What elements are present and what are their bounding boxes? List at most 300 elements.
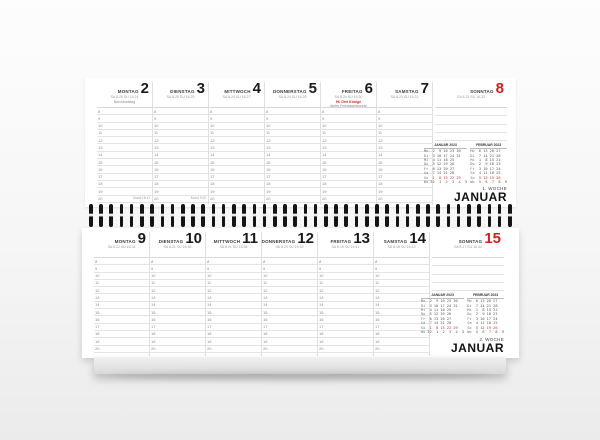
mini-calendar-dates: 1 8 15 22 29 — [430, 175, 461, 180]
mini-calendar-dates: 5 12 19 26 — [476, 175, 501, 180]
time-slot-13 — [318, 294, 373, 301]
sunrise-sunset-text: SA 8.20 SU 16.39 — [275, 245, 304, 249]
time-slot-8 — [209, 108, 264, 115]
time-slot-label: 17 — [95, 324, 100, 330]
mini-month-calendars — [423, 143, 507, 184]
time-slot-19 — [377, 188, 432, 195]
holiday-note: Berchtoldstag — [113, 99, 136, 104]
spiral-loop — [375, 204, 379, 227]
time-slot-10 — [97, 123, 152, 130]
spiral-loop — [242, 204, 246, 227]
mini-calendar-dates: 3 10 17 24 31 — [427, 303, 458, 308]
time-slot-label: 11 — [210, 130, 215, 136]
time-slot-label: 13 — [95, 294, 100, 300]
time-slot-label: 10 — [266, 123, 271, 129]
time-slot-label: 17 — [378, 174, 383, 180]
time-slot-11 — [321, 130, 376, 137]
time-slot-label: 9 — [375, 265, 378, 271]
calendar-page-week1 — [85, 78, 516, 207]
time-slot-20 — [94, 346, 149, 353]
time-slot-18 — [153, 181, 208, 188]
time-slot-label: 19 — [378, 188, 383, 194]
time-slot-label: 14 — [322, 152, 327, 158]
time-slot-8 — [262, 258, 317, 265]
stand-shadow — [110, 372, 490, 380]
spiral-loop — [396, 204, 400, 227]
time-slot-12 — [262, 287, 317, 294]
time-slot-label: 13 — [319, 294, 324, 300]
time-slot-label: 11 — [378, 130, 383, 136]
spiral-loop — [181, 204, 185, 227]
time-slot-19 — [262, 338, 317, 345]
spiral-loop — [171, 204, 175, 227]
spiral-loop — [283, 204, 287, 227]
time-slot-label: 16 — [154, 166, 159, 172]
sunrise-sunset-text: SA 8.23 SU 16.31 — [390, 95, 419, 99]
spiral-loop — [477, 204, 481, 227]
time-slot-label: 9 — [266, 115, 269, 121]
time-slot-label: 14 — [210, 152, 215, 158]
time-slot-12 — [265, 137, 320, 144]
mini-calendar-day-label: Sa — [423, 171, 429, 176]
time-slot-11 — [209, 130, 264, 137]
time-slot-label: 19 — [98, 188, 103, 194]
time-slot-label: 11 — [154, 130, 159, 136]
mini-calendar-dates: 4 11 18 25 — [476, 171, 501, 176]
time-slot-18 — [318, 331, 373, 338]
time-slot-label: 20 — [266, 196, 271, 202]
time-slot-label: 17 — [375, 324, 380, 330]
time-slot-13 — [150, 294, 205, 301]
time-slot-label: 17 — [210, 174, 215, 180]
spiral-loop — [508, 204, 512, 227]
time-slot-label: 20 — [319, 346, 324, 352]
spiral-loop — [130, 204, 134, 227]
time-slot-label: 17 — [207, 324, 212, 330]
sunrise-sunset-text: SA 8.24 SU 16.28 — [278, 95, 307, 99]
moon-note: Mond 18.41 — [133, 196, 150, 201]
time-slot-18 — [321, 181, 376, 188]
time-slot-19 — [150, 338, 205, 345]
time-slot-19 — [318, 338, 373, 345]
time-slot-label: 16 — [375, 316, 380, 322]
time-slot-label: 15 — [375, 309, 380, 315]
time-slot-14 — [97, 152, 152, 159]
time-slot-14 — [262, 302, 317, 309]
time-slot-label: 17 — [322, 174, 327, 180]
sunrise-sunset-text: SA 8.19 SU 16.41 — [331, 245, 360, 249]
calendar-page-week2 — [82, 228, 519, 358]
time-slot-label: 10 — [207, 273, 212, 279]
time-slot-8 — [377, 108, 432, 115]
month-name-label: JANUAR — [453, 190, 507, 204]
time-slot-11 — [318, 280, 373, 287]
day-header-montag — [97, 82, 152, 107]
hour-grid — [321, 107, 376, 205]
time-slot-12 — [97, 137, 152, 144]
time-slot-label: 15 — [154, 159, 159, 165]
time-slot-12 — [150, 287, 205, 294]
mini-calendar-title: FEBRUAR 2023 — [470, 143, 507, 148]
mini-calendar-dates: 7 14 21 28 — [473, 303, 498, 308]
mini-calendar-dates: 2 9 16 23 30 — [427, 299, 458, 304]
time-slot-8 — [318, 258, 373, 265]
sunday-note-rules — [432, 257, 504, 291]
time-slot-label: 20 — [95, 346, 100, 352]
spiral-loop — [488, 204, 492, 227]
day-name-label: SAMSTAG — [383, 239, 408, 244]
time-slot-label: 13 — [210, 144, 215, 150]
time-slot-label: 12 — [375, 287, 380, 293]
time-slot-label: 18 — [98, 181, 103, 187]
time-slot-label: 16 — [378, 166, 383, 172]
day-header-mittwoch — [206, 232, 261, 257]
note-rule-line — [435, 133, 507, 141]
time-slot-label: 12 — [378, 137, 383, 143]
day-title — [97, 82, 152, 95]
spiral-loop — [273, 204, 277, 227]
time-slot-label: 18 — [378, 181, 383, 187]
mini-calendar-februar — [467, 293, 504, 334]
day-number: 12 — [297, 230, 314, 247]
time-slot-label: 12 — [154, 137, 159, 143]
day-header-samstag — [374, 232, 429, 257]
hour-grid — [318, 257, 373, 356]
day-title — [209, 82, 264, 95]
time-slot-label: 18 — [154, 181, 159, 187]
day-name-label: DONNERSTAG — [261, 239, 296, 244]
time-slot-8 — [206, 258, 261, 265]
spiral-loop — [232, 204, 236, 227]
time-slot-17 — [97, 174, 152, 181]
time-slot-label: 19 — [322, 188, 327, 194]
day-header-dienstag — [153, 82, 208, 107]
time-slot-label: 15 — [266, 159, 271, 165]
time-slot-12 — [209, 137, 264, 144]
time-slot-9 — [377, 115, 432, 122]
mini-calendar-dates: 3 10 17 24 — [473, 316, 498, 321]
time-slot-19 — [374, 338, 429, 345]
time-slot-8 — [153, 108, 208, 115]
sunrise-sunset-text: SA 8.25 SU 16.25 — [166, 95, 195, 99]
time-slot-16 — [94, 316, 149, 323]
time-slot-label: 8 — [207, 258, 210, 264]
spiral-loop — [355, 204, 359, 227]
time-slot-14 — [265, 152, 320, 159]
day-header-dienstag — [150, 232, 205, 257]
time-slot-label: 11 — [151, 280, 156, 286]
mini-calendar-day-label: Mi — [467, 307, 472, 312]
time-slot-label: 10 — [375, 273, 380, 279]
time-slot-10 — [377, 123, 432, 130]
mini-calendar-dates: 4 11 18 25 — [427, 307, 452, 312]
mini-calendar-dates: 7 14 21 28 — [427, 321, 452, 326]
spiral-loop — [436, 204, 440, 227]
day-name-label: FREITAG — [341, 89, 363, 94]
sunrise-sunset-text: SA 8.25 SU 16.24 — [110, 95, 139, 99]
spiral-loop — [99, 204, 103, 227]
note-rule-line — [432, 258, 504, 266]
spiral-loop — [161, 204, 165, 227]
time-slot-label: 18 — [319, 331, 324, 337]
day-title — [432, 232, 504, 245]
sunday-and-overview-column — [420, 230, 506, 356]
time-slot-label: 10 — [263, 273, 268, 279]
time-slot-label: 11 — [375, 280, 380, 286]
mini-calendar-dates: 52 1 2 3 4 5 — [430, 179, 468, 184]
time-slot-16 — [321, 166, 376, 173]
mini-calendar-dates: 4 11 18 25 — [430, 157, 455, 162]
mini-calendar-day-label: Mo — [420, 299, 426, 304]
time-slot-11 — [97, 130, 152, 137]
time-slot-label: 10 — [322, 123, 327, 129]
mini-calendar-dates: 5 12 19 26 — [473, 325, 498, 330]
time-slot-19 — [97, 188, 152, 195]
time-slot-16 — [97, 166, 152, 173]
time-slot-label: 19 — [210, 188, 215, 194]
time-slot-15 — [153, 159, 208, 166]
time-slot-20 — [374, 346, 429, 353]
mini-calendar-januar — [424, 143, 467, 184]
time-slot-9 — [150, 265, 205, 272]
time-slot-17 — [153, 174, 208, 181]
day-name-label: MITTWOCH — [224, 89, 251, 94]
time-slot-10 — [153, 123, 208, 130]
time-slot-label: 10 — [210, 123, 215, 129]
day-column-montag — [97, 82, 153, 205]
time-slot-label: 11 — [207, 280, 212, 286]
day-number: 14 — [409, 230, 426, 247]
time-slot-label: 14 — [95, 302, 100, 308]
time-slot-15 — [206, 309, 261, 316]
mini-calendar-title: FEBRUAR 2023 — [467, 293, 504, 298]
day-header-montag — [94, 232, 149, 257]
time-slot-15 — [318, 309, 373, 316]
time-slot-label: 19 — [375, 338, 380, 344]
time-slot-label: 16 — [151, 316, 156, 322]
day-number: 4 — [252, 80, 261, 97]
time-slot-label: 12 — [263, 287, 268, 293]
day-number: 9 — [137, 230, 146, 247]
day-name-label: SAMSTAG — [395, 89, 419, 94]
time-slot-label: 16 — [98, 166, 103, 172]
spiral-loop — [89, 204, 93, 227]
time-slot-9 — [265, 115, 320, 122]
mini-calendar-day-label: Wo — [423, 179, 429, 184]
time-slot-16 — [318, 316, 373, 323]
day-name-label: DIENSTAG — [158, 239, 184, 244]
time-slot-label: 9 — [322, 115, 325, 121]
time-slot-13 — [94, 294, 149, 301]
sunrise-sunset-text: SA 8.18 SU 16.43 — [387, 245, 416, 249]
day-name-label: MITTWOCH — [213, 239, 241, 244]
day-name-label: SONNTAG — [458, 239, 483, 244]
day-column-montag — [94, 232, 150, 356]
week-number-label: 2. WOCHE — [479, 337, 504, 342]
time-slot-label: 19 — [151, 338, 156, 344]
time-slot-12 — [153, 137, 208, 144]
sunrise-sunset-text: SA 8.21 SU 16.38 — [219, 245, 248, 249]
holiday-note: Hl. Drei Könige — [335, 99, 362, 104]
day-header-sonntag — [432, 232, 504, 257]
time-slot-10 — [374, 273, 429, 280]
mini-calendar-day-label: Do — [467, 312, 472, 317]
time-slot-13 — [97, 144, 152, 151]
time-slot-17 — [318, 324, 373, 331]
time-slot-label: 15 — [98, 159, 103, 165]
day-number: 11 — [242, 230, 258, 247]
time-slot-20 — [377, 196, 432, 203]
time-slot-18 — [265, 181, 320, 188]
time-slot-label: 15 — [210, 159, 215, 165]
time-slot-label: 8 — [95, 258, 98, 264]
time-slot-17 — [209, 174, 264, 181]
time-slot-label: 12 — [95, 287, 100, 293]
day-column-donnerstag — [265, 82, 321, 205]
spiral-loop — [212, 204, 216, 227]
spiral-loop — [416, 204, 420, 227]
time-slot-9 — [374, 265, 429, 272]
time-slot-label: 19 — [95, 338, 100, 344]
spiral-loop — [120, 204, 124, 227]
time-slot-19 — [321, 188, 376, 195]
time-slot-label: 8 — [319, 258, 322, 264]
hour-grid — [97, 107, 152, 205]
day-title — [206, 232, 261, 245]
time-slot-label: 13 — [263, 294, 268, 300]
mini-calendar-day-label: Di — [470, 153, 475, 158]
time-slot-label: 12 — [98, 137, 103, 143]
time-slot-14 — [318, 302, 373, 309]
time-slot-11 — [374, 280, 429, 287]
spiral-loop — [109, 204, 113, 227]
day-column-freitag — [321, 82, 377, 205]
time-slot-20 — [262, 346, 317, 353]
time-slot-10 — [321, 123, 376, 130]
time-slot-label: 19 — [207, 338, 212, 344]
time-slot-17 — [206, 324, 261, 331]
mini-calendar-dates: 52 1 2 3 4 5 — [427, 329, 465, 334]
time-slot-label: 13 — [322, 144, 327, 150]
time-slot-11 — [265, 130, 320, 137]
day-column-dienstag — [153, 82, 209, 205]
note-rule-line — [435, 125, 507, 133]
time-slot-label: 9 — [263, 265, 266, 271]
time-slot-label: 13 — [375, 294, 380, 300]
day-column-freitag — [318, 232, 374, 356]
time-slot-label: 8 — [378, 108, 381, 114]
time-slot-label: 14 — [319, 302, 324, 308]
time-slot-label: 9 — [154, 115, 157, 121]
mini-calendar-dates: 5 6 7 8 9 — [473, 329, 504, 334]
time-slot-label: 19 — [319, 338, 324, 344]
day-name-label: DIENSTAG — [170, 89, 195, 94]
time-slot-13 — [262, 294, 317, 301]
time-slot-label: 16 — [95, 316, 100, 322]
time-slot-label: 11 — [98, 130, 103, 136]
day-title — [150, 232, 205, 245]
time-slot-18 — [94, 331, 149, 338]
time-slot-label: 14 — [263, 302, 268, 308]
time-slot-13 — [321, 144, 376, 151]
spiral-loop — [385, 204, 389, 227]
time-slot-14 — [94, 302, 149, 309]
time-slot-8 — [374, 258, 429, 265]
mini-calendar-day-label: So — [420, 325, 426, 330]
time-slot-label: 15 — [207, 309, 212, 315]
mini-calendar-januar — [421, 293, 464, 334]
time-slot-label: 10 — [95, 273, 100, 279]
day-title — [94, 232, 149, 245]
time-slot-label: 11 — [266, 130, 271, 136]
mini-calendar-day-label: Fr — [467, 316, 472, 321]
time-slot-label: 18 — [375, 331, 380, 337]
time-slot-9 — [94, 265, 149, 272]
time-slot-19 — [94, 338, 149, 345]
moon-note: Mond 9.02 — [190, 196, 206, 201]
day-number: 6 — [364, 80, 373, 97]
time-slot-label: 17 — [98, 174, 103, 180]
day-column-mittwoch — [209, 82, 265, 205]
time-slot-label: 10 — [98, 123, 103, 129]
mini-calendar-dates: 5 6 7 8 9 — [476, 179, 507, 184]
week2-columns — [94, 232, 514, 356]
time-slot-9 — [262, 265, 317, 272]
spiral-loop — [314, 204, 318, 227]
note-rule-line — [435, 108, 507, 116]
time-slot-label: 20 — [154, 196, 159, 202]
time-slot-label: 9 — [210, 115, 213, 121]
time-slot-15 — [94, 309, 149, 316]
day-number: 7 — [420, 80, 429, 97]
time-slot-12 — [206, 287, 261, 294]
day-title — [377, 82, 432, 95]
time-slot-18 — [209, 181, 264, 188]
spiral-loop — [324, 204, 328, 227]
time-slot-17 — [150, 324, 205, 331]
time-slot-label: 11 — [319, 280, 324, 286]
sunrise-sunset-text: SA 8.24 SU 16.27 — [222, 95, 251, 99]
sunday-and-overview-column — [423, 80, 509, 205]
mini-calendar-day-label: Sa — [470, 171, 475, 176]
mini-month-calendars — [420, 293, 504, 334]
time-slot-9 — [209, 115, 264, 122]
spiral-loop — [293, 204, 297, 227]
time-slot-label: 9 — [378, 115, 381, 121]
time-slot-13 — [265, 144, 320, 151]
time-slot-10 — [209, 123, 264, 130]
time-slot-16 — [209, 166, 264, 173]
hour-grid — [150, 257, 205, 356]
time-slot-label: 9 — [151, 265, 154, 271]
time-slot-label: 8 — [210, 108, 213, 114]
time-slot-label: 9 — [95, 265, 98, 271]
spiral-loop — [498, 204, 502, 227]
time-slot-20 — [97, 196, 152, 203]
time-slot-16 — [265, 166, 320, 173]
time-slot-20 — [150, 346, 205, 353]
mini-calendar-day-label: So — [423, 175, 429, 180]
hour-grid — [262, 257, 317, 356]
time-slot-label: 17 — [151, 324, 156, 330]
time-slot-label: 19 — [266, 188, 271, 194]
time-slot-label: 18 — [151, 331, 156, 337]
time-slot-14 — [321, 152, 376, 159]
time-slot-14 — [153, 152, 208, 159]
time-slot-12 — [318, 287, 373, 294]
time-slot-label: 11 — [95, 280, 100, 286]
mini-calendar-day-label: Fr — [470, 166, 475, 171]
